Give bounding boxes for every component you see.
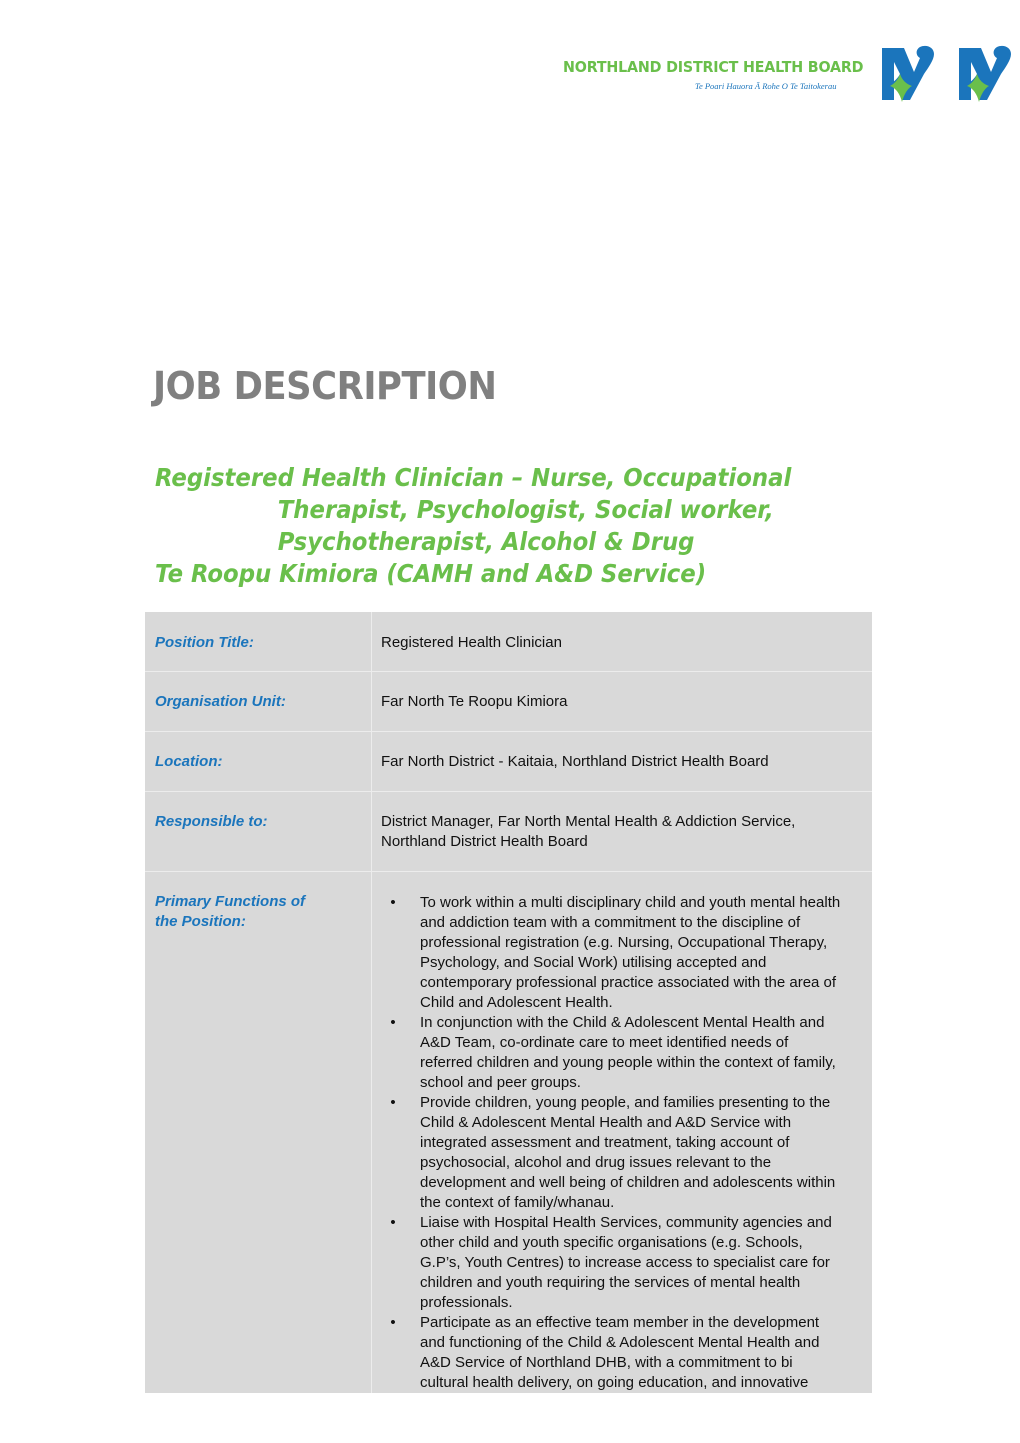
table-row [145, 612, 872, 672]
bullet-icon: • [390, 1314, 396, 1331]
list-item: • Liaise with Hospital Health Services, community agencies and other child and youth specific organisations (e.g. Schools, G.P’s, Youth Centres) to increase access to specialist care for children and youth requiring the services of mental health professionals. [388, 1213, 864, 1313]
primary-functions-list [388, 893, 864, 1393]
row-label [145, 872, 372, 1394]
list-item: • In conjunction with the Child & Adolescent Mental Health and A&D Team, co-ordinate care to meet identified needs of referred children and young people within the context of family, school and peer groups. [388, 1013, 864, 1093]
position-details-table [145, 612, 872, 1393]
row-value-line: District Manager, Far North Mental Health & Addiction Service, [381, 813, 796, 830]
bullet-icon: • [390, 1214, 396, 1231]
row-value [372, 792, 873, 872]
subtitle-line: Therapist, Psychologist, Social worker, [277, 495, 774, 524]
row-label: Location: [145, 732, 372, 792]
row-label-line: the Position: [155, 913, 246, 930]
bullet-icon: • [390, 894, 396, 911]
table-row [145, 872, 872, 1394]
row-label: Responsible to: [145, 792, 372, 872]
table-row [145, 732, 872, 792]
row-value: Far North Te Roopu Kimiora [372, 672, 873, 732]
list-item: • Provide children, young people, and families presenting to the Child & Adolescent Mental Health and A&D Service with integrated assessment and treatment, taking account of psychosocial, alcohol and drug issues relevant to the development and well being of children and adolescents within the context of family/whanau. [388, 1093, 864, 1213]
table-row [145, 672, 872, 732]
row-label-line: Primary Functions of [155, 893, 306, 910]
document-title: JOB DESCRIPTION [153, 364, 497, 408]
table-row [145, 792, 872, 872]
bullet-icon: • [390, 1014, 396, 1031]
row-label: Organisation Unit: [145, 672, 372, 732]
bullet-icon: • [390, 1094, 396, 1111]
row-value [372, 872, 873, 1394]
document-subtitle [155, 462, 791, 590]
ndhb-logo-icon [880, 44, 938, 104]
subtitle-line: Registered Health Clinician – Nurse, Occupational [155, 463, 792, 492]
row-value: Far North District - Kaitaia, Northland District Health Board [372, 732, 873, 792]
list-item: • To work within a multi disciplinary child and youth mental health and addiction team with a commitment to the discipline of professional registration (e.g. Nursing, Occupational Therapy, Psychology, and Social Work) utilising accepted and contemporary professional practice associated with the area of Child and Adolescent Health. [388, 893, 864, 1013]
org-tagline: Te Poari Hauora Ā Rohe O Te Taitokerau [695, 81, 837, 91]
row-label: Position Title: [145, 612, 372, 672]
row-value-line: Northland District Health Board [381, 833, 588, 850]
subtitle-line: Te Roopu Kimiora (CAMH and A&D Service) [155, 559, 707, 588]
org-name: NORTHLAND DISTRICT HEALTH BOARD [563, 58, 864, 76]
row-value: Registered Health Clinician [381, 634, 562, 651]
subtitle-line: Psychotherapist, Alcohol & Drug [277, 527, 695, 556]
list-item: • Participate as an effective team member in the development and functioning of the Child & Adolescent Mental Health and A&D Service of Northland DHB, with a commitment to bi cultural health delivery, on going education, and innovative [388, 1313, 864, 1393]
ndhb-logo-icon [957, 44, 1015, 104]
header-logo [560, 44, 1010, 106]
